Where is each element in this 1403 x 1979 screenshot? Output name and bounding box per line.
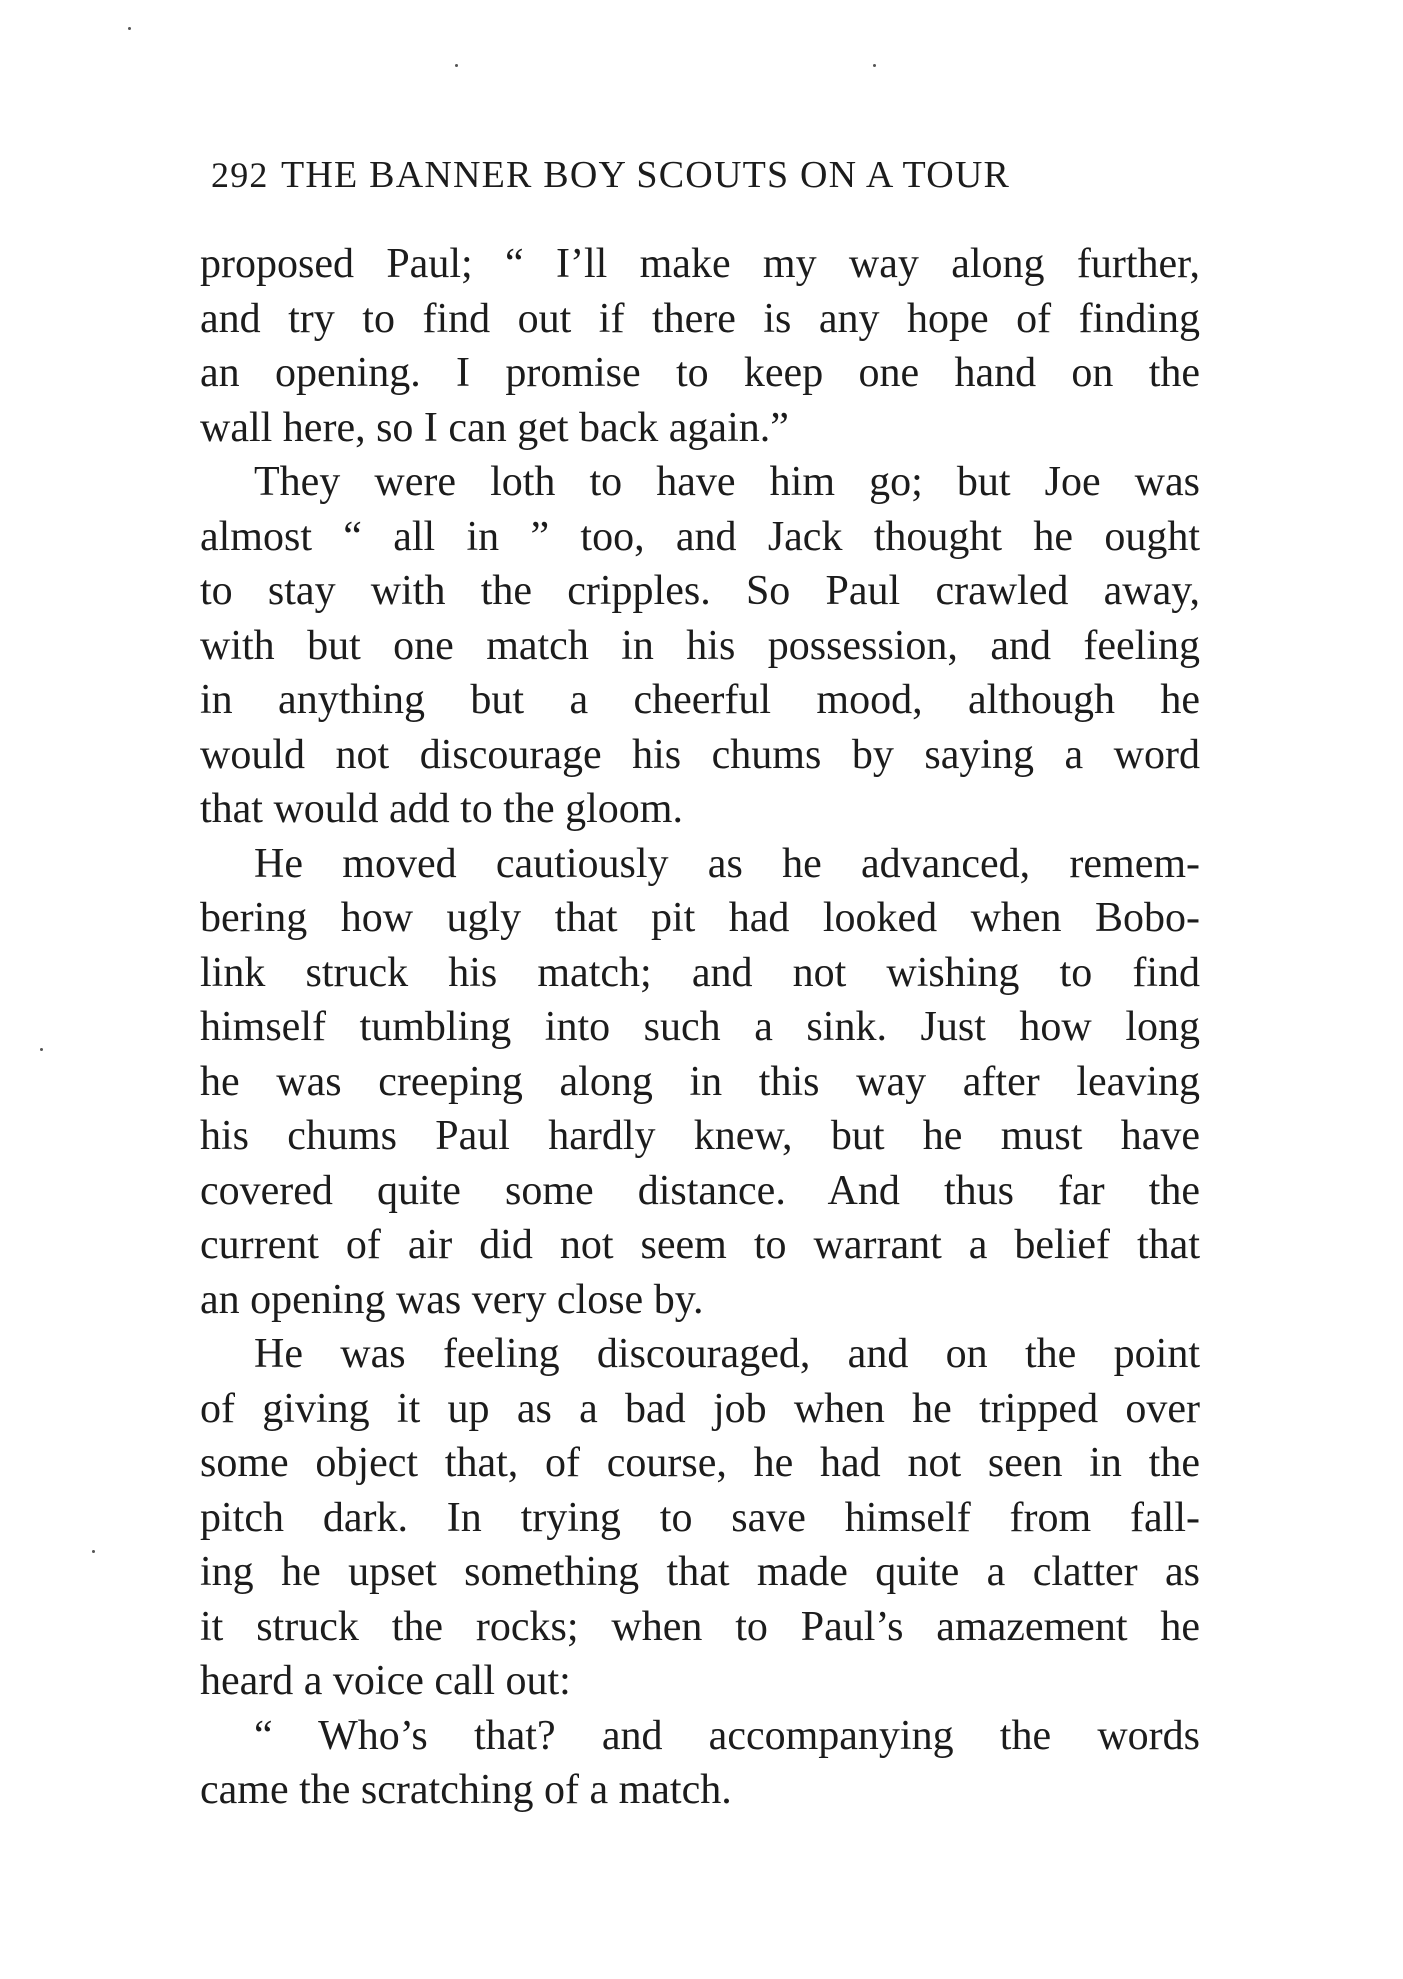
- text-line: to stay with the cripples. So Paul crawled away,: [200, 568, 1200, 614]
- paragraph: [200, 237, 1200, 455]
- text-line: himself tumbling into such a sink. Just how long: [200, 1004, 1200, 1050]
- text-line: he was creeping along in this way after leaving: [200, 1058, 1200, 1105]
- text-line: link struck his match; and not wishing to find: [200, 949, 1200, 996]
- text-line: proposed Paul; “ I’ll make my way along further,: [200, 241, 1200, 287]
- text-line: an opening. I promise to keep one hand on the: [200, 350, 1200, 396]
- paragraph: [200, 837, 1200, 1328]
- text-line: an opening was very close by.: [200, 1276, 704, 1323]
- paragraph: [200, 1709, 1200, 1818]
- body-text: [200, 237, 1200, 1818]
- text-line: heard a voice call out:: [200, 1658, 571, 1704]
- text-line: wall here, so I can get back again.”: [200, 404, 789, 451]
- paragraph: [200, 455, 1200, 837]
- text-line: it struck the rocks; when to Paul’s amazement he: [200, 1603, 1200, 1650]
- text-line: covered quite some distance. And thus far the: [200, 1167, 1200, 1214]
- paper-speck: [873, 64, 876, 67]
- text-line: his chums Paul hardly knew, but he must have: [200, 1113, 1200, 1159]
- paper-speck: [128, 27, 131, 30]
- page-number: 292: [211, 155, 269, 195]
- paper-speck: [40, 1048, 43, 1051]
- text-line: in anything but a cheerful mood, although he: [200, 677, 1200, 723]
- text-line: would not discourage his chums by saying a word: [200, 731, 1200, 778]
- text-line: came the scratching of a match.: [200, 1767, 732, 1813]
- text-line: that would add to the gloom.: [200, 786, 683, 832]
- text-line: bering how ugly that pit had looked when Bobo-: [200, 895, 1200, 941]
- text-line: “ Who’s that? and accompanying the words: [254, 1712, 1200, 1759]
- text-line: pitch dark. In trying to save himself from fall-: [200, 1494, 1200, 1541]
- text-line: almost “ all in ” too, and Jack thought he ought: [200, 513, 1200, 560]
- text-line: He was feeling discouraged, and on the point: [254, 1331, 1200, 1377]
- text-line: They were loth to have him go; but Joe was: [254, 459, 1200, 505]
- paper-speck: [455, 64, 458, 67]
- text-line: current of air did not seem to warrant a belief that: [200, 1222, 1200, 1268]
- text-line: ing he upset something that made quite a clatter as: [200, 1549, 1200, 1595]
- text-line: with but one match in his possession, and feeling: [200, 622, 1200, 669]
- text-line: He moved cautiously as he advanced, remem-: [254, 840, 1200, 887]
- text-line: some object that, of course, he had not seen in the: [200, 1440, 1200, 1486]
- text-line: and try to find out if there is any hope of finding: [200, 295, 1200, 342]
- running-head: [211, 150, 1221, 200]
- paragraph: [200, 1327, 1200, 1709]
- running-title: THE BANNER BOY SCOUTS ON A TOUR: [281, 154, 1011, 196]
- paper-speck: [92, 1550, 95, 1553]
- text-line: of giving it up as a bad job when he tripped over: [200, 1385, 1200, 1432]
